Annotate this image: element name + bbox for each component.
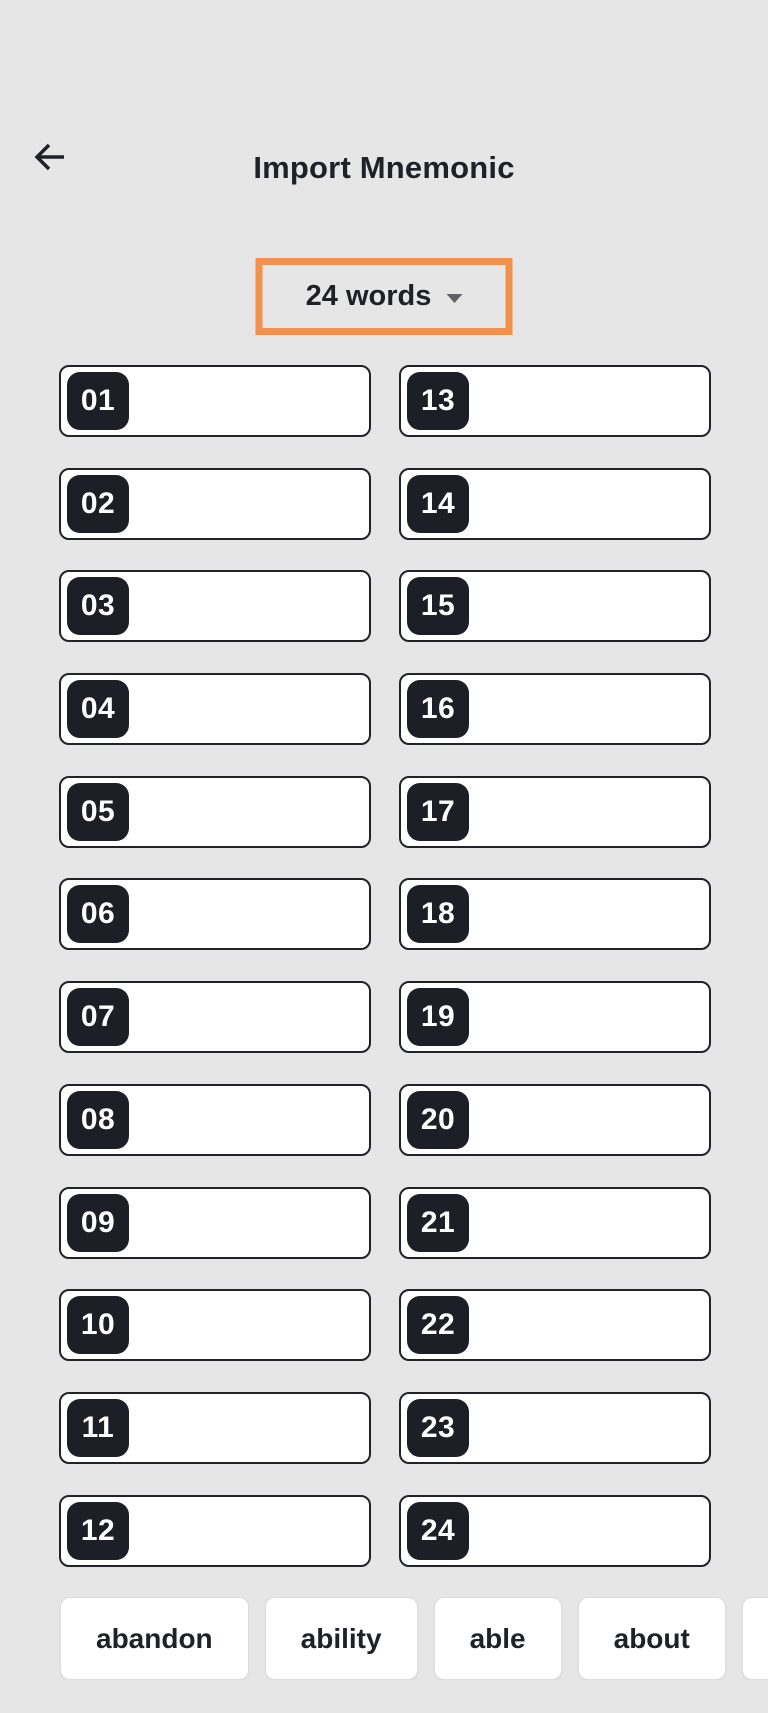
word-index-badge: 19 [407,988,469,1046]
word-index-badge: 06 [67,885,129,943]
word-field-24 [399,1495,711,1567]
suggestion-about[interactable]: about [578,1597,726,1680]
word-input-17[interactable] [469,778,709,846]
word-field-16 [399,673,711,745]
word-index-badge: 03 [67,577,129,635]
word-count-dropdown[interactable] [256,258,513,335]
word-field-10 [59,1289,371,1361]
chevron-down-icon [446,294,462,303]
word-field-15 [399,570,711,642]
word-input-12[interactable] [129,1497,369,1565]
word-index-badge: 18 [407,885,469,943]
word-input-08[interactable] [129,1086,369,1154]
word-field-11 [59,1392,371,1464]
word-field-21 [399,1187,711,1259]
word-field-06 [59,878,371,950]
page-title: Import Mnemonic [253,150,515,185]
word-input-23[interactable] [469,1394,709,1462]
word-field-23 [399,1392,711,1464]
word-field-22 [399,1289,711,1361]
word-index-badge: 08 [67,1091,129,1149]
word-field-09 [59,1187,371,1259]
suggestion-abandon[interactable]: abandon [60,1597,249,1680]
word-field-18 [399,878,711,950]
word-field-08 [59,1084,371,1156]
word-input-11[interactable] [129,1394,369,1462]
word-input-10[interactable] [129,1291,369,1359]
word-index-badge: 11 [67,1399,129,1457]
word-field-01 [59,365,371,437]
word-input-01[interactable] [129,367,369,435]
word-index-badge: 02 [67,475,129,533]
word-input-02[interactable] [129,470,369,538]
word-input-03[interactable] [129,572,369,640]
word-input-09[interactable] [129,1189,369,1257]
word-field-02 [59,468,371,540]
word-field-07 [59,981,371,1053]
word-field-14 [399,468,711,540]
word-index-badge: 24 [407,1502,469,1560]
word-index-badge: 05 [67,783,129,841]
word-field-12 [59,1495,371,1567]
word-input-24[interactable] [469,1497,709,1565]
suggestion-able[interactable]: able [434,1597,562,1680]
word-index-badge: 09 [67,1194,129,1252]
suggestion-ability[interactable]: ability [265,1597,418,1680]
word-index-badge: 14 [407,475,469,533]
word-input-16[interactable] [469,675,709,743]
word-input-18[interactable] [469,880,709,948]
word-index-badge: 15 [407,577,469,635]
mnemonic-column-right [399,365,711,1567]
word-input-14[interactable] [469,470,709,538]
word-index-badge: 12 [67,1502,129,1560]
mnemonic-grid [59,365,711,1567]
word-input-05[interactable] [129,778,369,846]
word-index-badge: 13 [407,372,469,430]
word-index-badge: 04 [67,680,129,738]
word-field-19 [399,981,711,1053]
word-input-22[interactable] [469,1291,709,1359]
word-input-06[interactable] [129,880,369,948]
word-input-15[interactable] [469,572,709,640]
word-index-badge: 22 [407,1296,469,1354]
word-field-03 [59,570,371,642]
word-index-badge: 17 [407,783,469,841]
word-count-label: 24 words [305,280,432,312]
word-field-20 [399,1084,711,1156]
word-index-badge: 21 [407,1194,469,1252]
word-index-badge: 01 [67,372,129,430]
word-input-21[interactable] [469,1189,709,1257]
suggestion-partial[interactable] [742,1597,768,1680]
word-field-05 [59,776,371,848]
word-input-07[interactable] [129,983,369,1051]
word-field-04 [59,673,371,745]
word-input-19[interactable] [469,983,709,1051]
word-input-13[interactable] [469,367,709,435]
word-field-17 [399,776,711,848]
suggestion-bar [0,1597,768,1680]
word-field-13 [399,365,711,437]
word-index-badge: 23 [407,1399,469,1457]
word-index-badge: 10 [67,1296,129,1354]
word-input-20[interactable] [469,1086,709,1154]
word-index-badge: 07 [67,988,129,1046]
word-index-badge: 20 [407,1091,469,1149]
mnemonic-column-left [59,365,371,1567]
word-index-badge: 16 [407,680,469,738]
word-input-04[interactable] [129,675,369,743]
